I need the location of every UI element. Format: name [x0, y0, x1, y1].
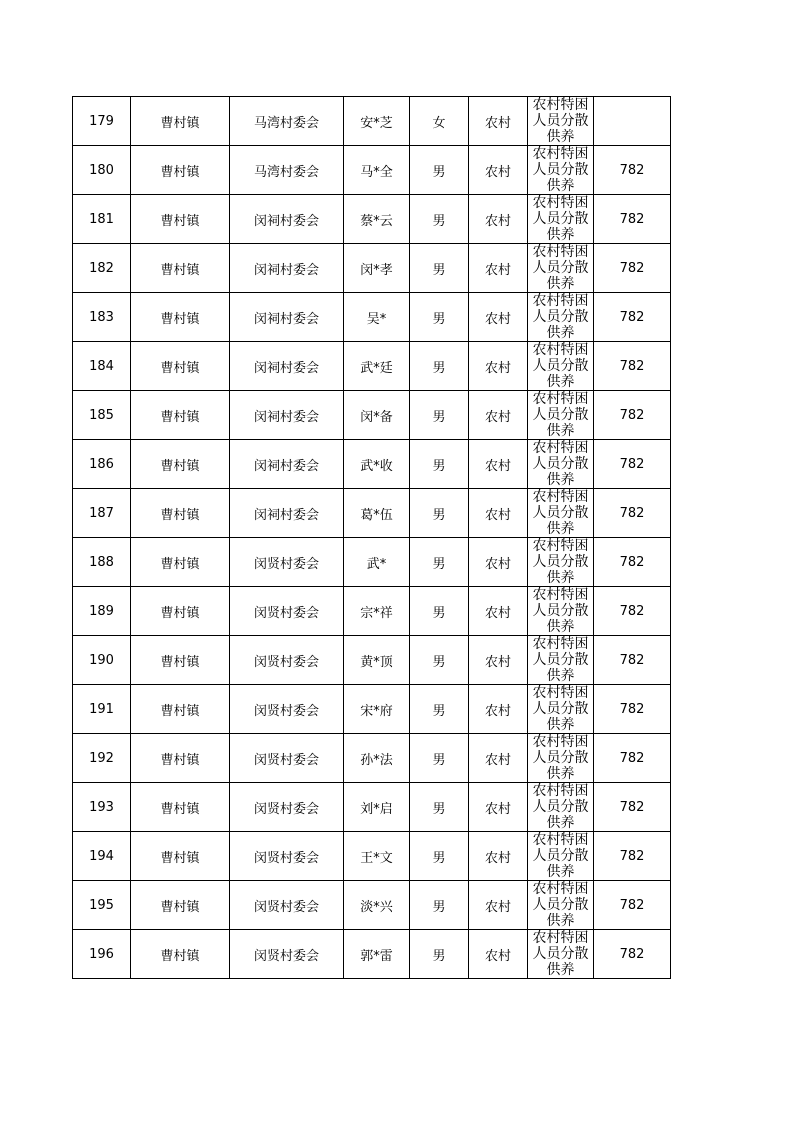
amount-cell: 782 [594, 685, 671, 734]
gender-cell: 男 [410, 293, 469, 342]
gender-cell: 男 [410, 587, 469, 636]
amount-cell: 782 [594, 636, 671, 685]
village-committee-cell: 闵贤村委会 [230, 783, 344, 832]
table-row [73, 97, 671, 146]
support-category-text: 农村特困人员分散供养 [532, 391, 589, 439]
support-category-text: 农村特困人员分散供养 [532, 930, 589, 978]
amount-cell: 782 [594, 293, 671, 342]
support-category-cell [528, 538, 594, 587]
serial-number-cell: 191 [73, 685, 131, 734]
person-name-cell: 武*收 [344, 440, 410, 489]
support-category-text: 农村特困人员分散供养 [532, 538, 589, 586]
person-name-cell: 吴* [344, 293, 410, 342]
gender-cell: 男 [410, 832, 469, 881]
area-type-cell: 农村 [469, 146, 528, 195]
amount-cell: 782 [594, 832, 671, 881]
gender-cell: 男 [410, 734, 469, 783]
support-category-cell [528, 636, 594, 685]
person-name-cell: 葛*伍 [344, 489, 410, 538]
serial-number-cell: 195 [73, 881, 131, 930]
area-type-cell: 农村 [469, 930, 528, 979]
person-name-cell: 王*文 [344, 832, 410, 881]
serial-number-cell: 193 [73, 783, 131, 832]
village-committee-cell: 闵祠村委会 [230, 342, 344, 391]
town-cell: 曹村镇 [131, 391, 230, 440]
village-committee-cell: 马湾村委会 [230, 97, 344, 146]
area-type-cell: 农村 [469, 244, 528, 293]
table-row [73, 440, 671, 489]
serial-number-cell: 187 [73, 489, 131, 538]
table-row [73, 587, 671, 636]
village-committee-cell: 闵祠村委会 [230, 293, 344, 342]
area-type-cell: 农村 [469, 342, 528, 391]
gender-cell: 男 [410, 391, 469, 440]
table-row [73, 930, 671, 979]
area-type-cell: 农村 [469, 734, 528, 783]
support-category-text: 农村特困人员分散供养 [532, 636, 589, 684]
town-cell: 曹村镇 [131, 440, 230, 489]
table-row [73, 783, 671, 832]
table-row [73, 832, 671, 881]
village-committee-cell: 闵祠村委会 [230, 244, 344, 293]
table-row [73, 538, 671, 587]
village-committee-cell: 闵贤村委会 [230, 587, 344, 636]
village-committee-cell: 闵贤村委会 [230, 538, 344, 587]
person-name-cell: 武* [344, 538, 410, 587]
serial-number-cell: 186 [73, 440, 131, 489]
beneficiary-table [72, 96, 671, 979]
serial-number-cell: 192 [73, 734, 131, 783]
serial-number-cell: 184 [73, 342, 131, 391]
town-cell: 曹村镇 [131, 146, 230, 195]
village-committee-cell: 闵贤村委会 [230, 930, 344, 979]
village-committee-cell: 闵祠村委会 [230, 195, 344, 244]
amount-cell: 782 [594, 146, 671, 195]
table-row [73, 195, 671, 244]
table-row [73, 734, 671, 783]
town-cell: 曹村镇 [131, 685, 230, 734]
serial-number-cell: 180 [73, 146, 131, 195]
support-category-text: 农村特困人员分散供养 [532, 685, 589, 733]
support-category-text: 农村特困人员分散供养 [532, 195, 589, 243]
town-cell: 曹村镇 [131, 734, 230, 783]
table-body [73, 97, 671, 979]
village-committee-cell: 闵贤村委会 [230, 881, 344, 930]
person-name-cell: 宗*祥 [344, 587, 410, 636]
person-name-cell: 闵*备 [344, 391, 410, 440]
support-category-cell [528, 832, 594, 881]
support-category-cell [528, 391, 594, 440]
table-row [73, 685, 671, 734]
town-cell: 曹村镇 [131, 930, 230, 979]
amount-cell: 782 [594, 489, 671, 538]
person-name-cell: 黄*顶 [344, 636, 410, 685]
support-category-cell [528, 97, 594, 146]
support-category-text: 农村特困人员分散供养 [532, 244, 589, 292]
gender-cell: 男 [410, 440, 469, 489]
town-cell: 曹村镇 [131, 538, 230, 587]
table-row [73, 293, 671, 342]
table-row [73, 342, 671, 391]
area-type-cell: 农村 [469, 685, 528, 734]
area-type-cell: 农村 [469, 783, 528, 832]
serial-number-cell: 181 [73, 195, 131, 244]
support-category-text: 农村特困人员分散供养 [532, 293, 589, 341]
serial-number-cell: 188 [73, 538, 131, 587]
person-name-cell: 孙*法 [344, 734, 410, 783]
amount-cell: 782 [594, 734, 671, 783]
amount-cell: 782 [594, 587, 671, 636]
gender-cell: 男 [410, 489, 469, 538]
table-row [73, 146, 671, 195]
gender-cell: 男 [410, 636, 469, 685]
town-cell: 曹村镇 [131, 489, 230, 538]
support-category-cell [528, 587, 594, 636]
town-cell: 曹村镇 [131, 97, 230, 146]
village-committee-cell: 闵贤村委会 [230, 636, 344, 685]
gender-cell: 女 [410, 97, 469, 146]
person-name-cell: 刘*启 [344, 783, 410, 832]
area-type-cell: 农村 [469, 587, 528, 636]
amount-cell: 782 [594, 342, 671, 391]
area-type-cell: 农村 [469, 440, 528, 489]
support-category-text: 农村特困人员分散供养 [532, 97, 589, 145]
support-category-cell [528, 293, 594, 342]
village-committee-cell: 闵祠村委会 [230, 440, 344, 489]
gender-cell: 男 [410, 195, 469, 244]
village-committee-cell: 闵祠村委会 [230, 489, 344, 538]
support-category-cell [528, 244, 594, 293]
support-category-text: 农村特困人员分散供养 [532, 783, 589, 831]
serial-number-cell: 179 [73, 97, 131, 146]
support-category-cell [528, 930, 594, 979]
gender-cell: 男 [410, 783, 469, 832]
town-cell: 曹村镇 [131, 636, 230, 685]
amount-cell: 782 [594, 538, 671, 587]
person-name-cell: 淡*兴 [344, 881, 410, 930]
amount-cell [594, 97, 671, 146]
support-category-text: 农村特困人员分散供养 [532, 489, 589, 537]
support-category-cell [528, 783, 594, 832]
support-category-text: 农村特困人员分散供养 [532, 832, 589, 880]
area-type-cell: 农村 [469, 195, 528, 244]
amount-cell: 782 [594, 244, 671, 293]
gender-cell: 男 [410, 146, 469, 195]
gender-cell: 男 [410, 244, 469, 293]
serial-number-cell: 194 [73, 832, 131, 881]
gender-cell: 男 [410, 685, 469, 734]
support-category-cell [528, 146, 594, 195]
village-committee-cell: 闵贤村委会 [230, 734, 344, 783]
town-cell: 曹村镇 [131, 881, 230, 930]
amount-cell: 782 [594, 195, 671, 244]
area-type-cell: 农村 [469, 538, 528, 587]
amount-cell: 782 [594, 783, 671, 832]
support-category-cell [528, 195, 594, 244]
serial-number-cell: 190 [73, 636, 131, 685]
town-cell: 曹村镇 [131, 587, 230, 636]
area-type-cell: 农村 [469, 489, 528, 538]
support-category-text: 农村特困人员分散供养 [532, 342, 589, 390]
support-category-cell [528, 489, 594, 538]
gender-cell: 男 [410, 342, 469, 391]
person-name-cell: 武*廷 [344, 342, 410, 391]
gender-cell: 男 [410, 930, 469, 979]
area-type-cell: 农村 [469, 391, 528, 440]
support-category-cell [528, 342, 594, 391]
table-row [73, 391, 671, 440]
support-category-text: 农村特困人员分散供养 [532, 440, 589, 488]
town-cell: 曹村镇 [131, 244, 230, 293]
serial-number-cell: 196 [73, 930, 131, 979]
area-type-cell: 农村 [469, 97, 528, 146]
amount-cell: 782 [594, 930, 671, 979]
person-name-cell: 蔡*云 [344, 195, 410, 244]
serial-number-cell: 185 [73, 391, 131, 440]
town-cell: 曹村镇 [131, 832, 230, 881]
support-category-cell [528, 734, 594, 783]
village-committee-cell: 闵贤村委会 [230, 685, 344, 734]
town-cell: 曹村镇 [131, 342, 230, 391]
person-name-cell: 宋*府 [344, 685, 410, 734]
area-type-cell: 农村 [469, 293, 528, 342]
table-row [73, 881, 671, 930]
serial-number-cell: 189 [73, 587, 131, 636]
area-type-cell: 农村 [469, 832, 528, 881]
gender-cell: 男 [410, 538, 469, 587]
amount-cell: 782 [594, 440, 671, 489]
town-cell: 曹村镇 [131, 195, 230, 244]
table-row [73, 489, 671, 538]
table-row [73, 244, 671, 293]
person-name-cell: 安*芝 [344, 97, 410, 146]
support-category-text: 农村特困人员分散供养 [532, 881, 589, 929]
amount-cell: 782 [594, 881, 671, 930]
person-name-cell: 马*全 [344, 146, 410, 195]
person-name-cell: 郭*雷 [344, 930, 410, 979]
town-cell: 曹村镇 [131, 293, 230, 342]
support-category-cell [528, 881, 594, 930]
support-category-cell [528, 685, 594, 734]
serial-number-cell: 182 [73, 244, 131, 293]
village-committee-cell: 马湾村委会 [230, 146, 344, 195]
gender-cell: 男 [410, 881, 469, 930]
person-name-cell: 闵*孝 [344, 244, 410, 293]
town-cell: 曹村镇 [131, 783, 230, 832]
area-type-cell: 农村 [469, 881, 528, 930]
support-category-cell [528, 440, 594, 489]
amount-cell: 782 [594, 391, 671, 440]
support-category-text: 农村特困人员分散供养 [532, 734, 589, 782]
table-row [73, 636, 671, 685]
serial-number-cell: 183 [73, 293, 131, 342]
village-committee-cell: 闵祠村委会 [230, 391, 344, 440]
support-category-text: 农村特困人员分散供养 [532, 587, 589, 635]
support-category-text: 农村特困人员分散供养 [532, 146, 589, 194]
village-committee-cell: 闵贤村委会 [230, 832, 344, 881]
area-type-cell: 农村 [469, 636, 528, 685]
